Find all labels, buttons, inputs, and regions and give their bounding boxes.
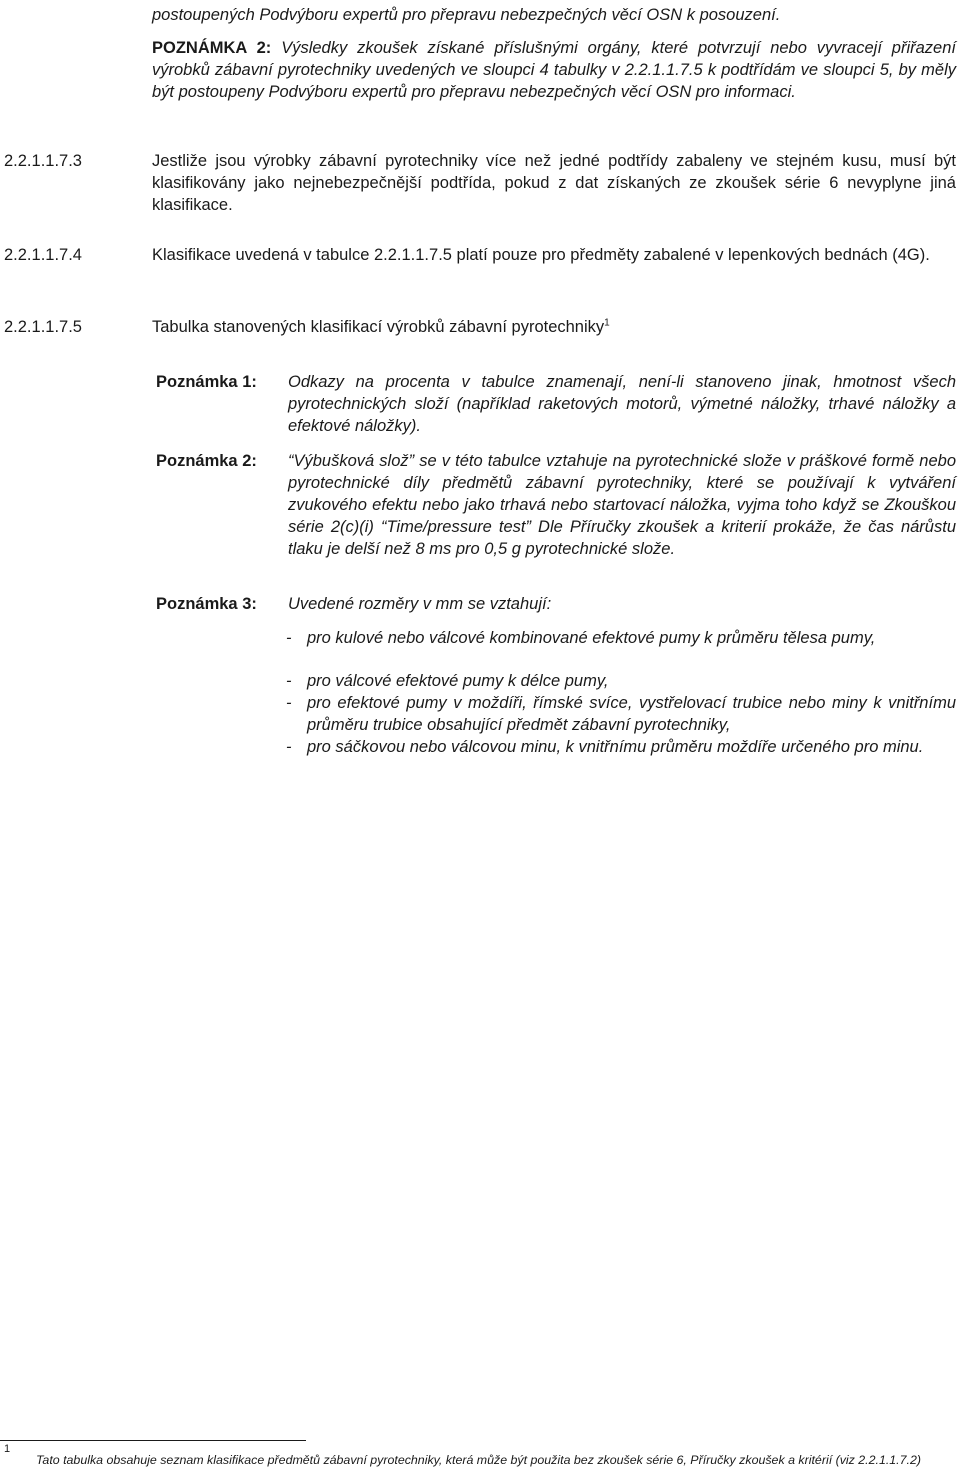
section-text-2-2-1-1-7-3: Jestliže jsou výrobky zábavní pyrotechniky více než jedné podtřídy zabaleny ve stejném kusu, musí být klasifikovány jako nejnebezpečnější podtřída, pokud z dat získaných ze zkoušek série 6 nevyplyne jiná klasifikace. xyxy=(152,152,956,214)
footnote-marker: 1 xyxy=(4,1443,11,1455)
footnote-separator xyxy=(0,1440,306,1441)
poznamka-2-label: POZNÁMKA 2: xyxy=(152,39,272,57)
note-3-label: Poznámka 3: xyxy=(156,595,257,613)
dimension-list-item xyxy=(286,670,956,692)
footnote-reference[interactable]: 1 xyxy=(604,317,610,329)
list-dash: - xyxy=(286,694,292,712)
dimension-list-item xyxy=(286,692,956,736)
list-dash: - xyxy=(286,738,292,756)
footnote-text: Tato tabulka obsahuje seznam klasifikace předmětů zábavní pyrotechniky, která může být použita bez zkoušek série 6, Příručky zkoušek a kritérií (viz 2.2.1.1.7.2) xyxy=(36,1453,921,1467)
list-item-text: pro sáčkovou nebo válcovou minu, k vnitřnímu průměru moždíře určeného pro minu. xyxy=(307,738,924,756)
list-item-text: pro válcové efektové pumy k délce pumy, xyxy=(307,672,609,690)
poznamka-2-text: Výsledky zkoušek získané příslušnými orgány, které potvrzují nebo vyvracejí přiřazení výrobků zábavní pyrotechniky uvedených ve sloupci 4 tabulky v 2.2.1.1.7.5 k podtřídám ve sloupci 5, by měly být postoupeny Podvýboru expertů pro přepravu nebezpečných věcí OSN pro informaci. xyxy=(152,39,956,101)
note-2-label: Poznámka 2: xyxy=(156,452,257,470)
dimension-list-item xyxy=(286,627,956,649)
list-item-text: pro kulové nebo válcové kombinované efektové pumy k průměru tělesa pumy, xyxy=(307,629,876,647)
note-1-text: Odkazy na procenta v tabulce znamenají, není-li stanoveno jinak, hmotnost všech pyrotechnických složí (například raketových motorů, výmetné náložky, trhavé náložky a efektové náložky). xyxy=(288,373,956,435)
dimension-list-item xyxy=(286,736,956,758)
section-number-2-2-1-1-7-4: 2.2.1.1.7.4 xyxy=(4,246,82,264)
section-number-2-2-1-1-7-5: 2.2.1.1.7.5 xyxy=(4,318,82,336)
poznamka-2-paragraph xyxy=(152,37,956,103)
note-1-label: Poznámka 1: xyxy=(156,373,257,391)
note-3-text: Uvedené rozměry v mm se vztahují: xyxy=(288,595,552,613)
section-number-2-2-1-1-7-3: 2.2.1.1.7.3 xyxy=(4,152,82,170)
list-dash: - xyxy=(286,672,292,690)
section-text-2-2-1-1-7-4: Klasifikace uvedená v tabulce 2.2.1.1.7.5 platí pouze pro předměty zabalené v lepenkových bednách (4G). xyxy=(152,246,930,264)
top-continuation-line: postoupených Podvýboru expertů pro přepravu nebezpečných věcí OSN k posouzení. xyxy=(152,6,781,24)
note-2-text: “Výbušková slož” se v této tabulce vztahuje na pyrotechnické slože v práškové formě nebo pyrotechnické díly předmětů zábavní pyrotechniky, které se používají k vytváření zvukového efektu nebo jako trhavá nebo startovací náložka, vyjma toho když se Zkouškou série 2(c)(i) “Time/pressure test” Dle Příručky zkoušek a kriterií prokáže, že čas nárůstu tlaku je delší než 8 ms pro 0,5 g pyrotechnické slože. xyxy=(288,452,956,558)
table-title-text: Tabulka stanovených klasifikací výrobků zábavní pyrotechniky xyxy=(152,318,605,336)
section-title-2-2-1-1-7-5 xyxy=(152,316,956,338)
list-item-text: pro efektové pumy v moždíři, římské svíce, vystřelovací trubice nebo miny k vnitřnímu průměru trubice obsahující předmět zábavní pyrotechniky, xyxy=(307,694,956,734)
list-dash: - xyxy=(286,629,292,647)
